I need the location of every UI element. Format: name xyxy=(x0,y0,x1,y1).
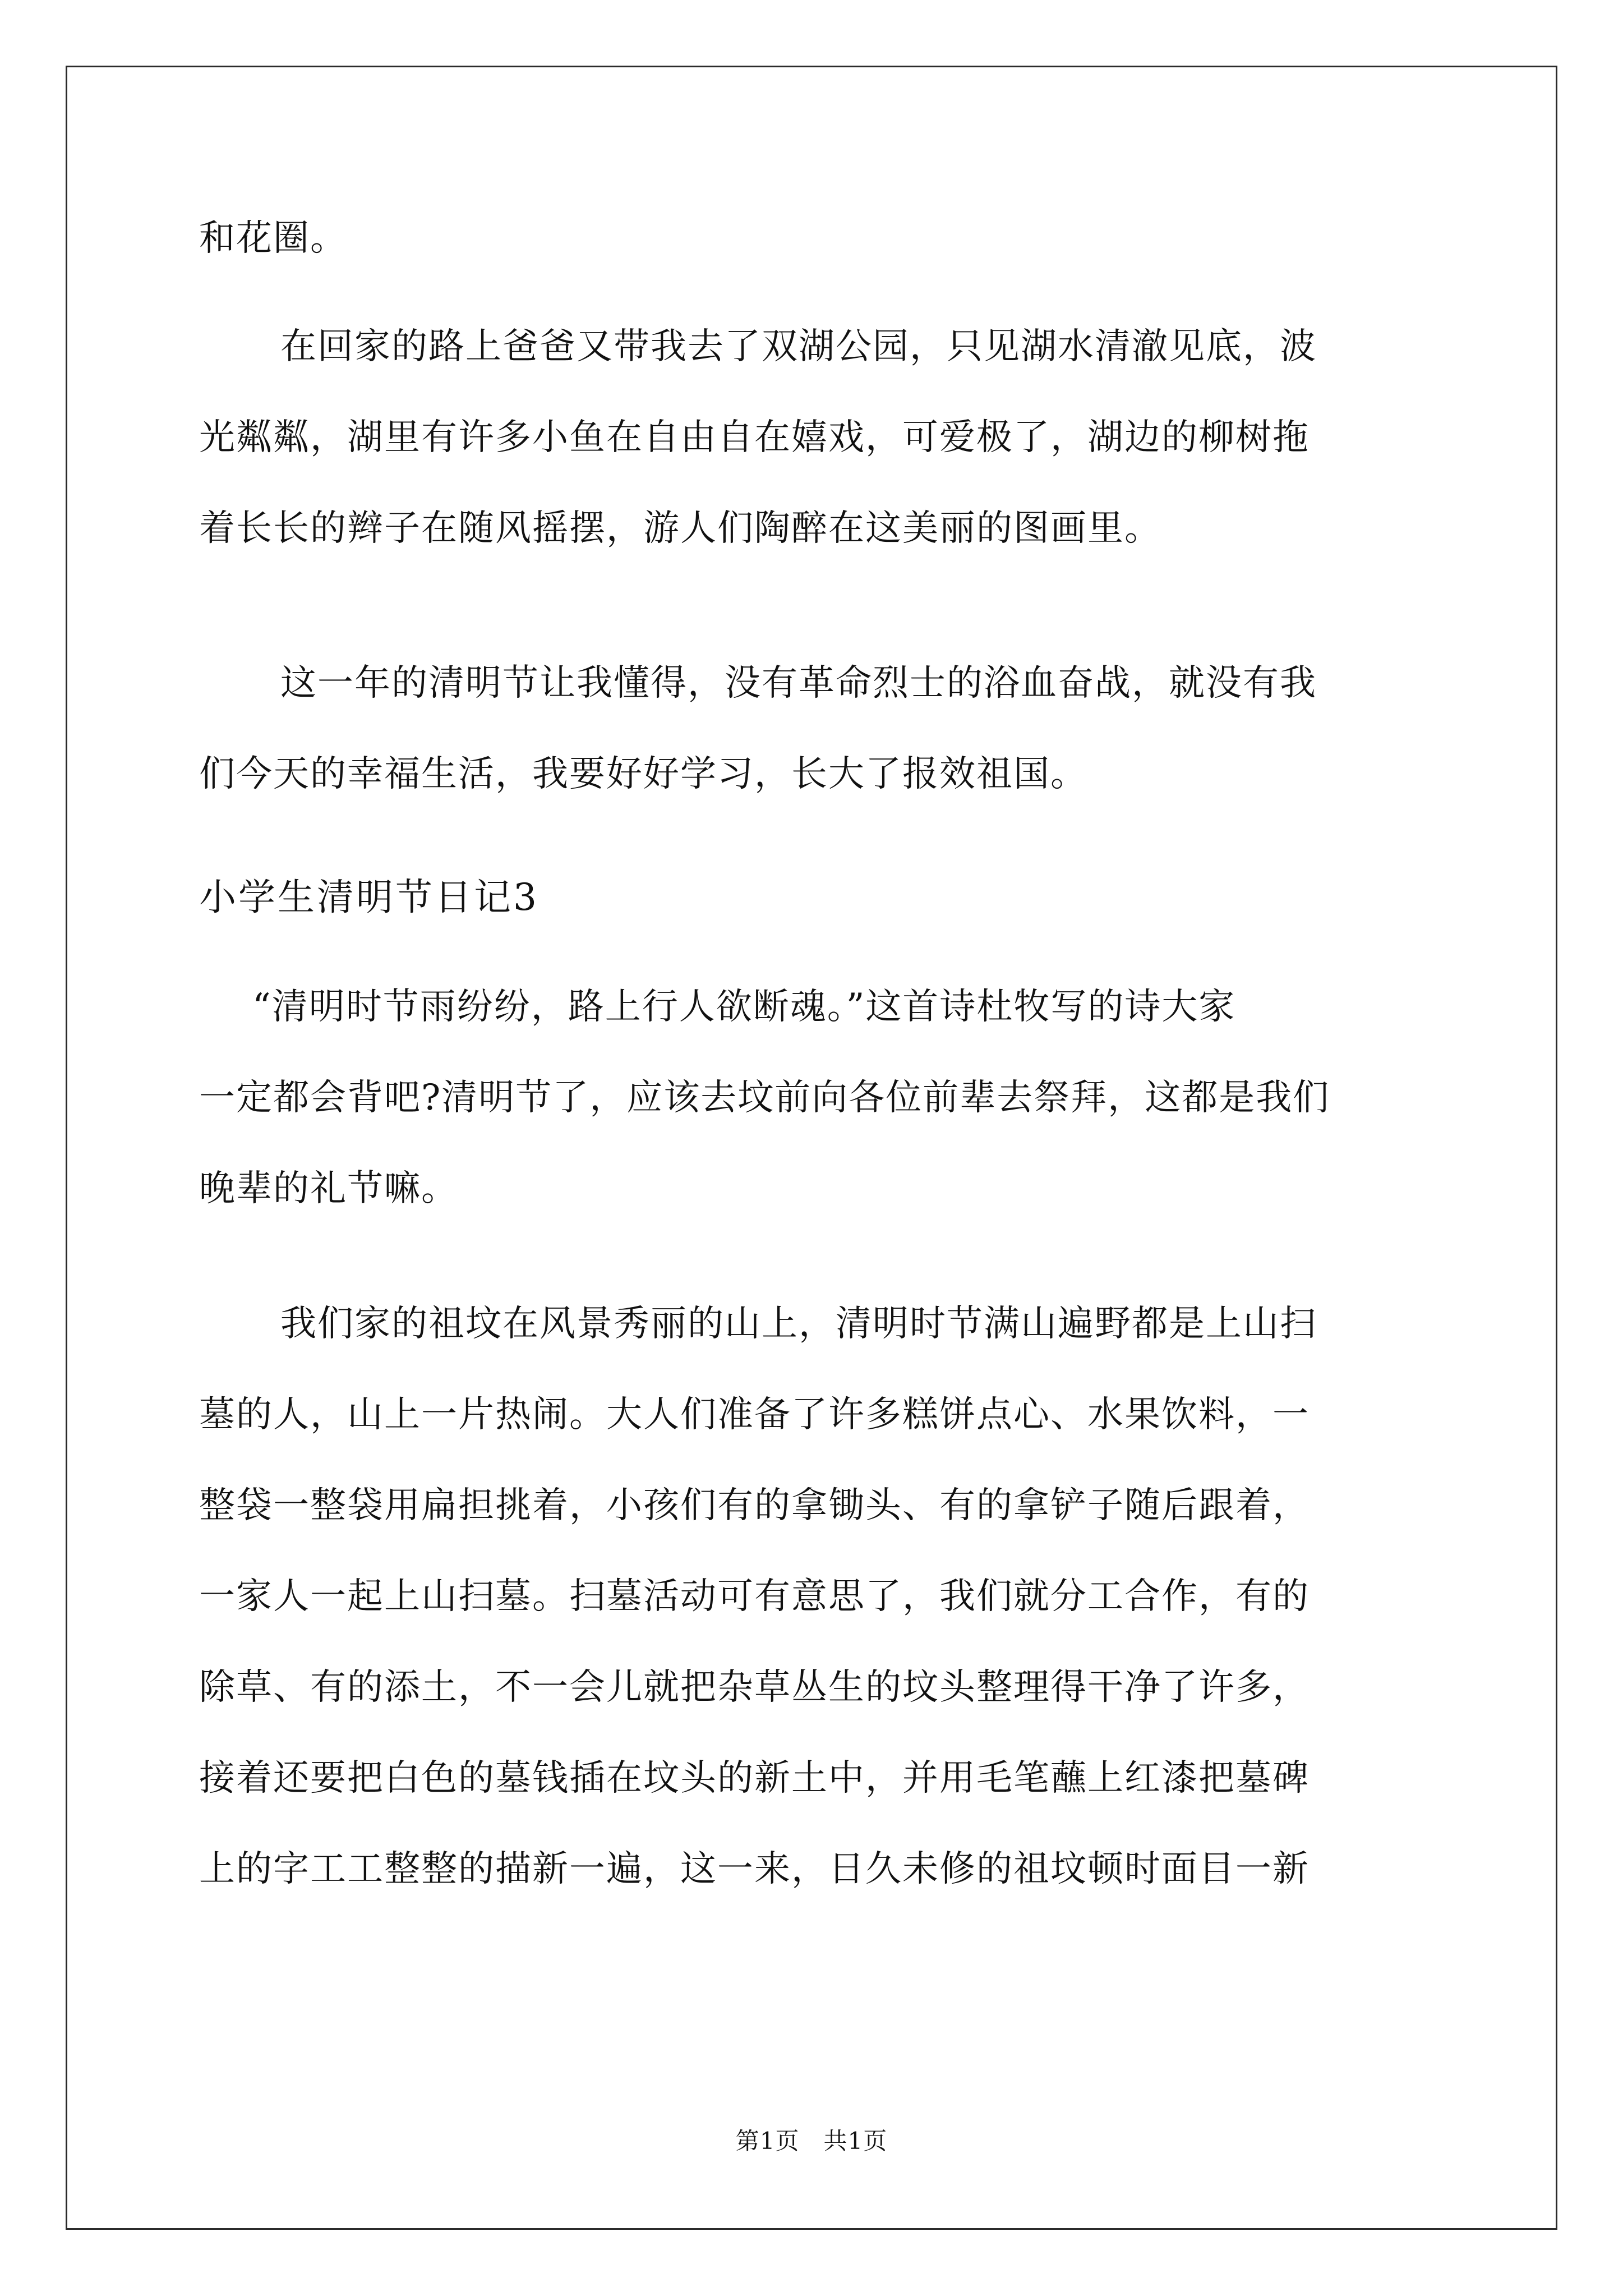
text-line: 一定都会背吧?清明节了，应该去坟前向各位前辈去祭拜，这都是我们 xyxy=(199,1077,1330,1119)
text-line: 着长长的辫子在随风摇摆，游人们陶醉在这美丽的图画里。 xyxy=(199,508,1161,549)
text-line: 这一年的清明节让我懂得，没有革命烈士的浴血奋战，就没有我 xyxy=(280,662,1317,704)
text-line: 墓的人，山上一片热闹。大人们准备了许多糕饼点心、水果饮料，一 xyxy=(199,1394,1310,1435)
text-line: 晚辈的礼节嘛。 xyxy=(199,1168,458,1209)
page-number-footer: 第1页 共1页 xyxy=(735,2127,888,2155)
text-line: 整袋一整袋用扁担挑着，小孩们有的拿锄头、有的拿铲子随后跟着， xyxy=(199,1485,1310,1526)
text-line: 在回家的路上爸爸又带我去了双湖公园，只见湖水清澈见底，波 xyxy=(280,326,1317,367)
text-line: 和花圈。 xyxy=(199,218,347,259)
text-line: “清明时节雨纷纷，路上行人欲断魂。”这首诗杜牧写的诗大家 xyxy=(252,986,1236,1028)
text-line: 我们家的祖坟在风景秀丽的山上，清明时节满山遍野都是上山扫 xyxy=(280,1303,1317,1345)
text-line: 上的字工工整整的描新一遍，这一来，日久未修的祖坟顿时面目一新 xyxy=(199,1848,1310,1890)
text-line: 除草、有的添土，不一会儿就把杂草丛生的坟头整理得干净了许多， xyxy=(199,1667,1310,1708)
page-border xyxy=(66,66,1557,2230)
text-line: 一家人一起上山扫墓。扫墓活动可有意思了，我们就分工合作，有的 xyxy=(199,1576,1310,1617)
text-line: 们今天的幸福生活，我要好好学习，长大了报效祖国。 xyxy=(199,753,1087,795)
section-heading: 小学生清明节日记3 xyxy=(199,876,539,919)
text-line: 接着还要把白色的墓钱插在坟头的新土中，并用毛笔蘸上红漆把墓碑 xyxy=(199,1757,1310,1799)
text-line: 光粼粼，湖里有许多小鱼在自由自在嬉戏，可爱极了，湖边的柳树拖 xyxy=(199,417,1310,458)
